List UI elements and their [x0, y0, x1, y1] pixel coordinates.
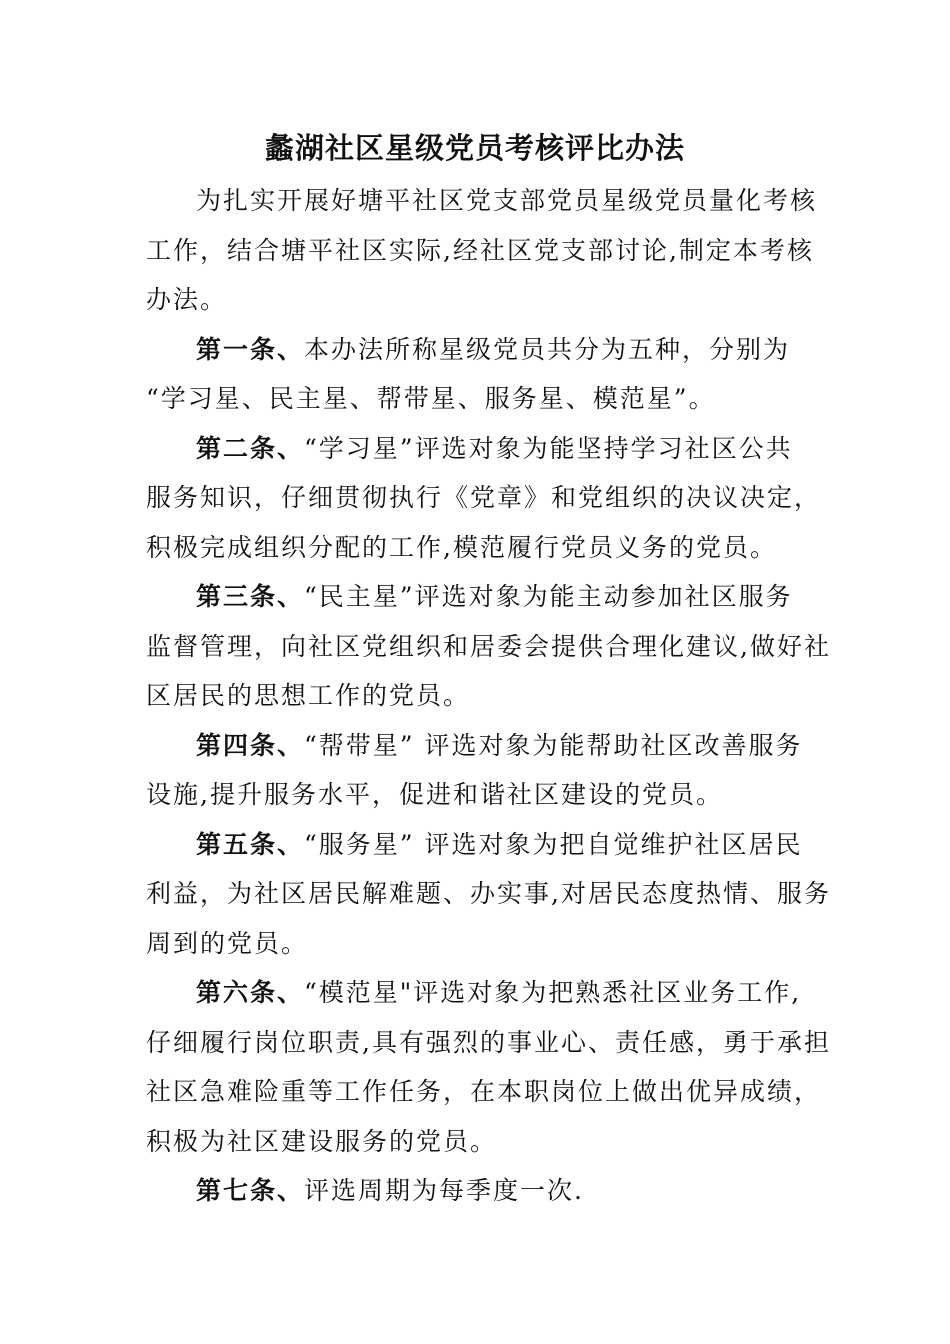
intro-line: 办法。 — [146, 285, 228, 314]
article-line: 积极完成组织分配的工作,模范履行党员义务的党员。 — [146, 532, 777, 562]
article-text: “帮带星” 评选对象为能帮助社区改善服务 — [304, 730, 803, 760]
article-line: 积极为社区建设服务的党员。 — [146, 1126, 498, 1156]
article-text: “民主星”评选对象为能主动参加社区服务 — [304, 582, 793, 611]
article-5 — [146, 820, 831, 969]
article-line — [146, 572, 811, 622]
article-line — [146, 820, 811, 870]
article-line: 监督管理，向社区党组织和居委会提供合理化建议,做好社 — [146, 631, 831, 661]
article-6 — [146, 968, 831, 1166]
article-line: 服务知识，仔细贯彻执行《党章》和党组织的决议决定， — [146, 483, 822, 512]
article-line: 设施,提升服务水平，促进和谐社区建设的党员。 — [146, 780, 723, 809]
article-line — [146, 968, 811, 1018]
article-label: 第三条、 — [196, 582, 305, 611]
article-2 — [146, 424, 822, 573]
article-text: “模范星"评选对象为把熟悉社区业务工作, — [304, 978, 802, 1007]
article-line: 社区急难险重等工作任务，在本职岗位上做出优异成绩， — [146, 1077, 822, 1106]
article-line: “学习星、民主星、帮带星、服务星、模范星”。 — [146, 384, 716, 413]
document-title: 蠡湖社区星级党员考核评比办法 — [264, 131, 685, 165]
article-text: 本办法所称星级党员共分为五种，分别为 — [304, 334, 791, 364]
article-label: 第六条、 — [196, 978, 305, 1007]
article-label: 第四条、 — [196, 730, 305, 760]
intro-line: 工作，结合塘平社区实际,经社区党支部讨论,制定本考核 — [146, 235, 814, 265]
article-label: 第五条、 — [196, 829, 305, 859]
article-line: 周到的党员。 — [146, 928, 309, 958]
article-label: 第一条、 — [196, 334, 305, 364]
article-3 — [146, 572, 831, 721]
article-text: 评选周期为每季度一次. — [304, 1176, 584, 1205]
article-text: “学习星”评选对象为能坚持学习社区公共 — [304, 433, 793, 463]
article-line: 利益，为社区居民解难题、办实事,对居民态度热情、服务 — [146, 879, 831, 908]
intro-line: 为扎实开展好塘平社区党支部党员星级党员量化考核 — [196, 186, 818, 215]
article-line — [146, 1166, 811, 1216]
article-label: 第二条、 — [196, 433, 305, 463]
article-label: 第七条、 — [196, 1176, 305, 1205]
article-4 — [146, 721, 811, 820]
document-body — [146, 176, 831, 1216]
article-line — [146, 325, 811, 375]
article-1 — [146, 325, 811, 424]
article-line: 区居民的思想工作的党员。 — [146, 681, 471, 710]
article-7 — [146, 1166, 811, 1216]
article-line — [146, 721, 811, 771]
article-line — [146, 424, 811, 474]
intro-paragraph — [146, 176, 818, 325]
article-line: 仔细履行岗位职责,具有强烈的事业心、责任感，勇于承担 — [146, 1027, 831, 1057]
article-text: “服务星” 评选对象为把自觉维护社区居民 — [304, 829, 803, 859]
